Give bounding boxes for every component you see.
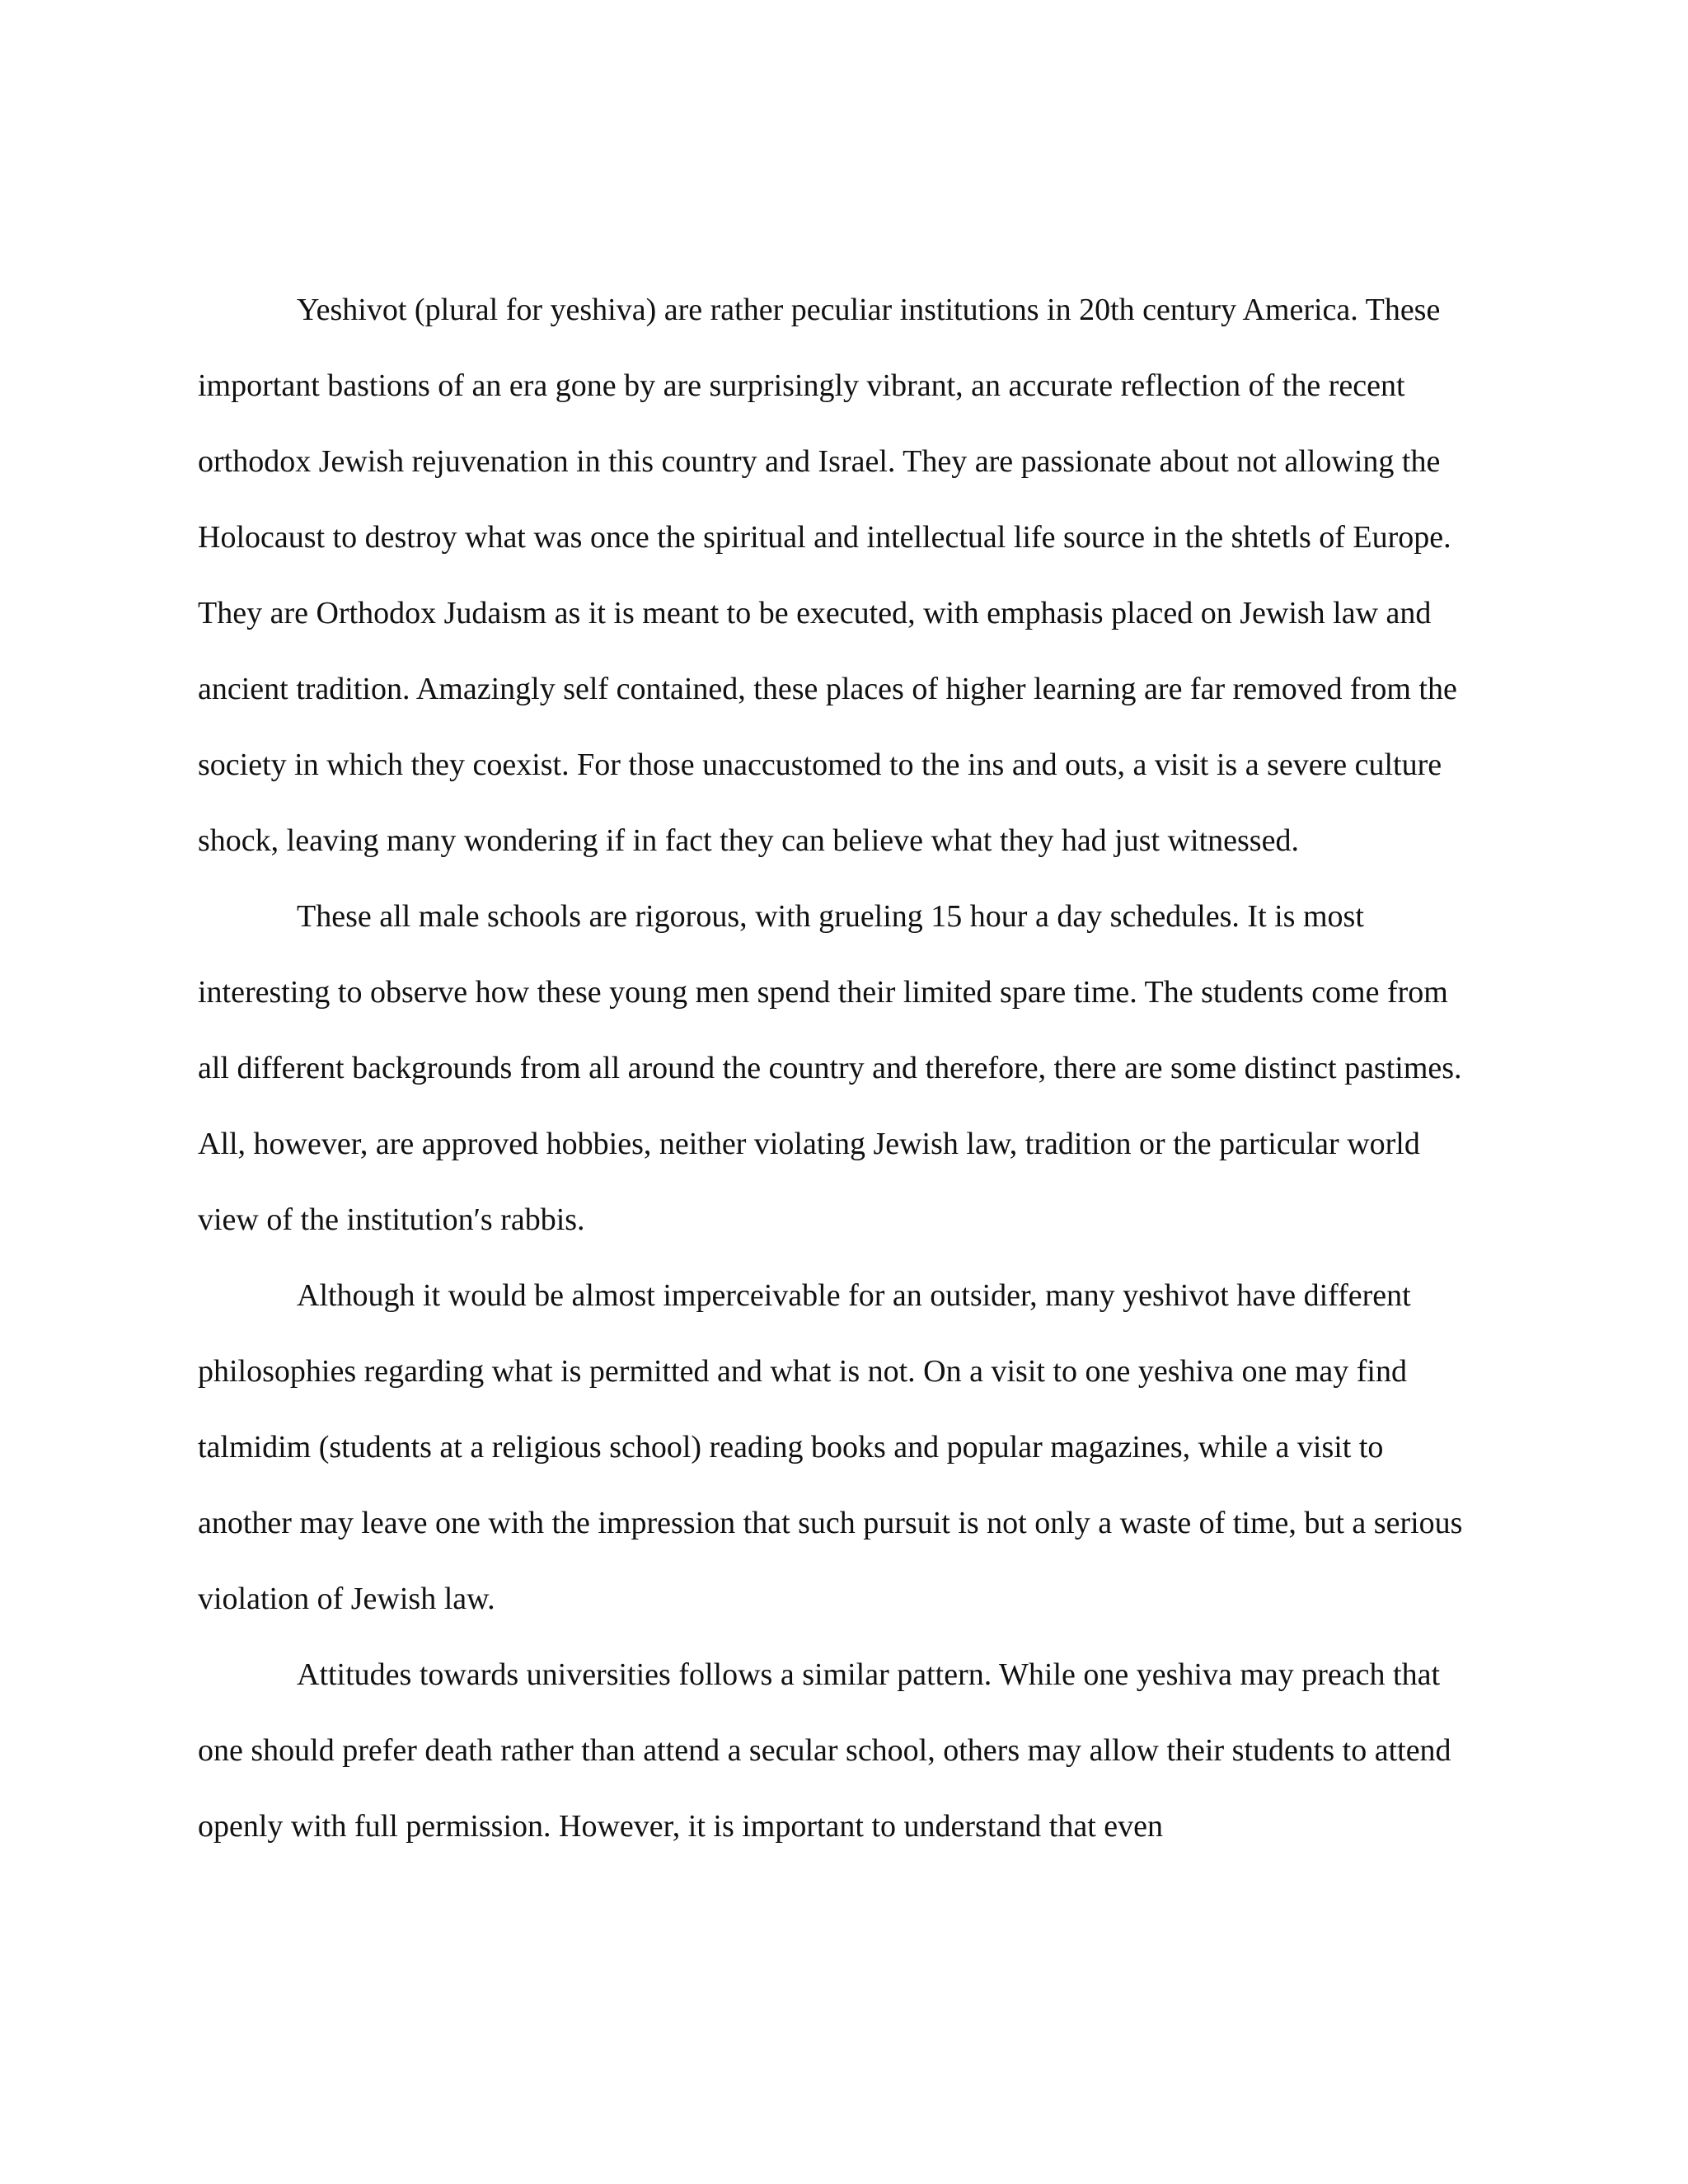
paragraph-2: These all male schools are rigorous, with grueling 15 hour a day schedules. It is most interesting to observe how these young men spend their limited spare time. The students come from all different backgrounds from all around the country and therefore, there are some distinct pastimes. All, however, are approved hobbies, neither violating Jewish law, tradition or the particular world view of the institution′s rabbis. bbox=[198, 899, 1462, 1237]
document-body bbox=[198, 272, 1475, 1864]
paragraph-1: Yeshivot (plural for yeshiva) are rather peculiar institutions in 20th century America. These important bastions of an era gone by are surprisingly vibrant, an accurate reflection of the recent orthodox Jewish rejuvenation in this country and Israel. They are passionate about not allowing the Holocaust to destroy what was once the spiritual and intellectual life source in the shtetls of Europe. They are Orthodox Judaism as it is meant to be executed, with emphasis placed on Jewish law and ancient tradition. Amazingly self contained, these places of higher learning are far removed from the society in which they coexist. For those unaccustomed to the ins and outs, a visit is a severe culture shock, leaving many wondering if in fact they can believe what they had just witnessed. bbox=[198, 293, 1457, 858]
paragraph-4: Attitudes towards universities follows a similar pattern. While one yeshiva may preach that one should prefer death rather than attend a secular school, others may allow their students to attend openly with full permission. However, it is important to understand that even bbox=[198, 1657, 1451, 1844]
paragraph-3: Although it would be almost imperceivable for an outsider, many yeshivot have different philosophies regarding what is permitted and what is not. On a visit to one yeshiva one may find talmidim (students at a religious school) reading books and popular magazines, while a visit to another may leave one with the impression that such pursuit is not only a waste of time, but a serious violation of Jewish law. bbox=[198, 1278, 1463, 1616]
